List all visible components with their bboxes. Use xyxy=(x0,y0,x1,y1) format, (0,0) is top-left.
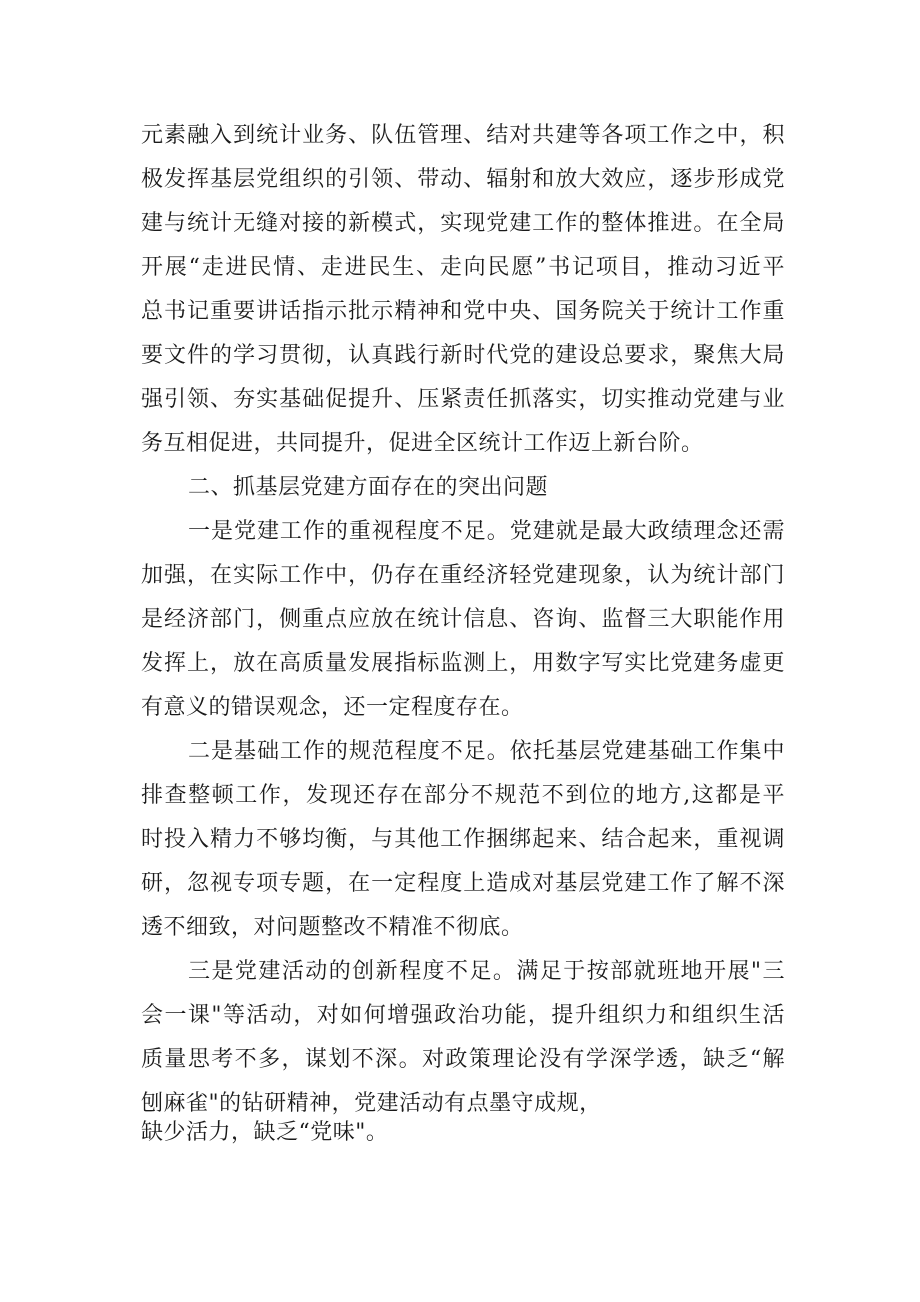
text-line: 加强，在实际工作中，仍存在重经济轻党建现象，认为统计部门 xyxy=(141,563,785,588)
text-line: 强引领、夯实基础促提升、压紧责任抓落实，切实推动党建与业 xyxy=(141,387,785,412)
text-line: 质量思考不多，谋划不深。对政策理论没有学深学透，缺乏“解 xyxy=(141,1047,785,1072)
text-line: 研，忽视专项专题，在一定程度上造成对基层党建工作了解不深 xyxy=(141,871,785,896)
text-line: 元素融入到统计业务、队伍管理、结对共建等各项工作之中，积 xyxy=(141,123,785,148)
text-line: 缺少活力，缺乏“党味"。 xyxy=(141,1120,389,1145)
text-line: 三是党建活动的创新程度不足。满足于按部就班地开展"三 xyxy=(188,959,785,984)
text-line: 建与统计无缝对接的新模式，实现党建工作的整体推进。在全局 xyxy=(141,211,785,236)
text-line: 二是基础工作的规范程度不足。依托基层党建基础工作集中 xyxy=(188,739,785,764)
text-line: 透不细致，对问题整改不精准不彻底。 xyxy=(141,915,524,940)
text-line: 极发挥基层党组织的引领、带动、辐射和放大效应，逐步形成党 xyxy=(141,167,785,192)
section-heading: 二、抓基层党建方面存在的突出问题 xyxy=(188,475,549,500)
text-line: 有意义的错误观念，还一定程度存在。 xyxy=(141,695,524,720)
text-line: 务互相促进，共同提升，促进全区统计工作迈上新台阶。 xyxy=(141,431,704,456)
text-line: 会一课"等活动，对如何增强政治功能，提升组织力和组织生活 xyxy=(141,1003,785,1028)
text-line: 是经济部门，侧重点应放在统计信息、咨询、监督三大职能作用 xyxy=(141,607,785,632)
text-line: 刨麻雀"的钻研精神，党建活动有点墨守成规， xyxy=(141,1091,602,1116)
text-line: 开展“走进民情、走进民生、走向民愿”书记项目，推动习近平 xyxy=(141,255,785,280)
text-line: 时投入精力不够均衡，与其他工作捆绑起来、结合起来，重视调 xyxy=(141,827,785,852)
text-line: 排查整顿工作，发现还存在部分不规范不到位的地方,这都是平 xyxy=(141,783,785,808)
text-line: 总书记重要讲话指示批示精神和党中央、国务院关于统计工作重 xyxy=(141,299,785,324)
text-line: 一是党建工作的重视程度不足。党建就是最大政绩理念还需 xyxy=(188,519,785,544)
text-line: 要文件的学习贯彻，认真践行新时代党的建设总要求，聚焦大局 xyxy=(141,343,785,368)
text-line: 发挥上，放在高质量发展指标监测上，用数字写实比党建务虚更 xyxy=(141,651,785,676)
